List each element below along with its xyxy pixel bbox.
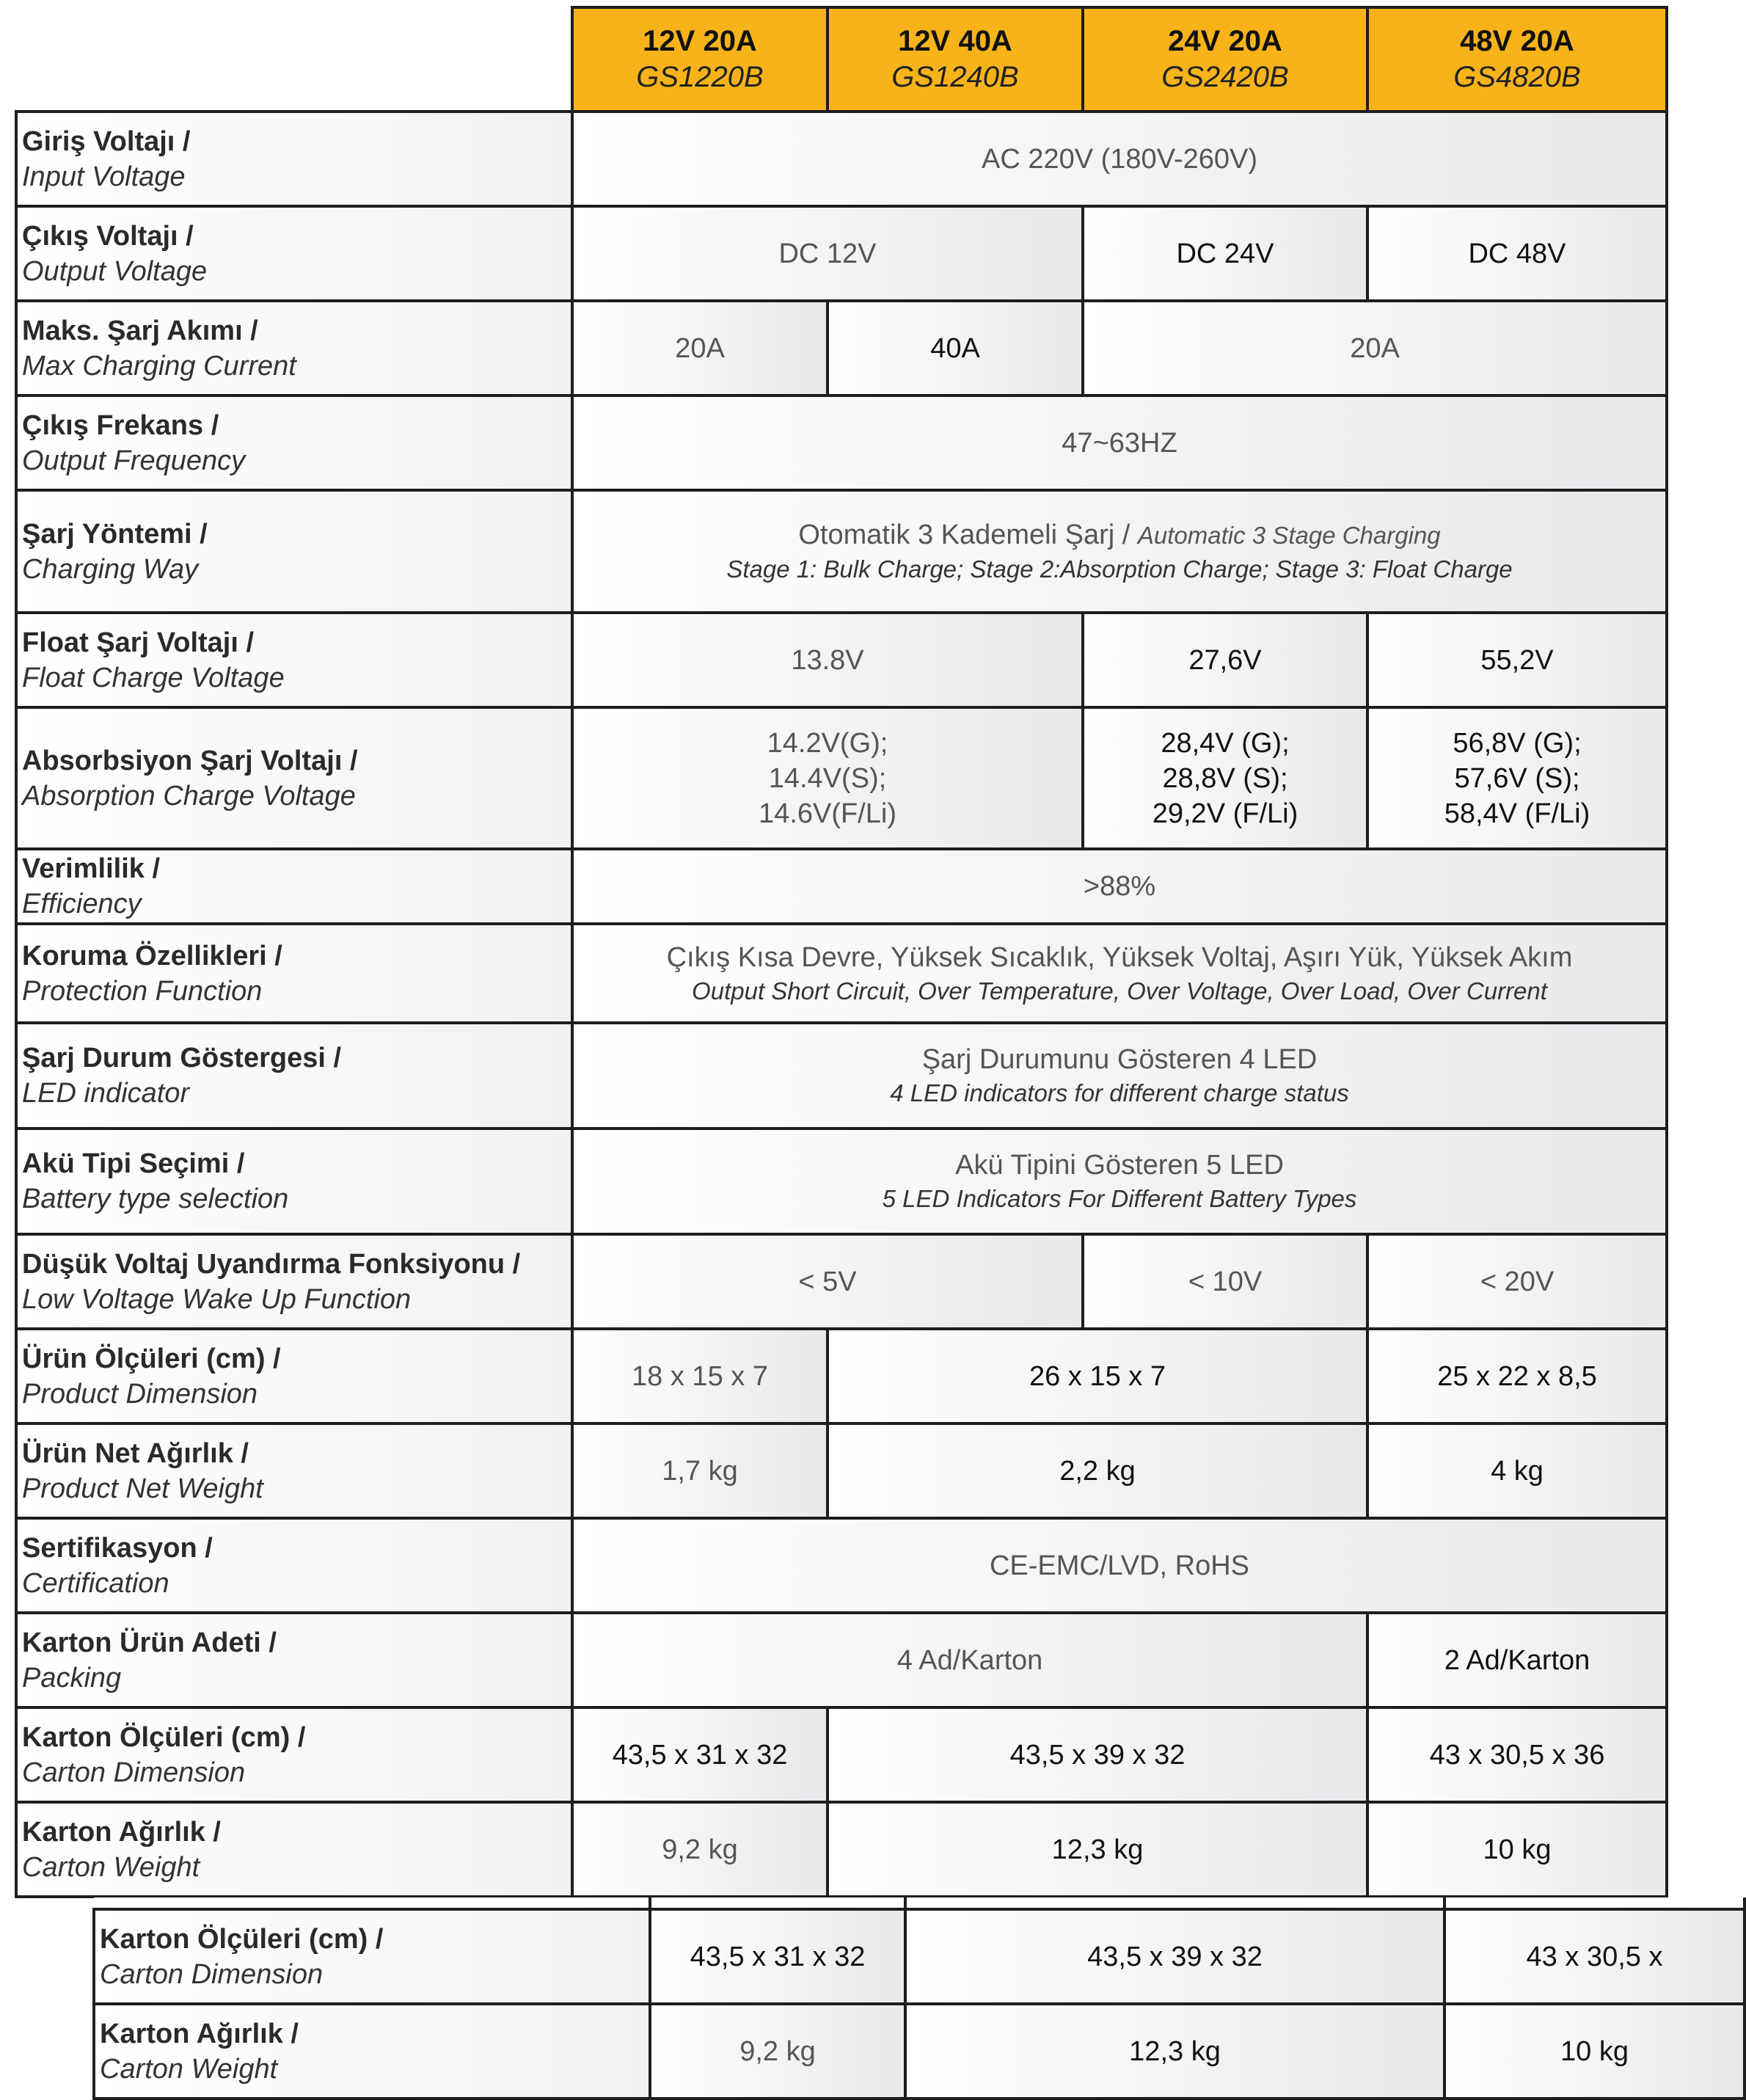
- charging-stages: Stage 1: Bulk Charge; Stage 2:Absorption Charge; Stage 3: Float Charge: [726, 555, 1513, 583]
- label-en: Output Frequency: [22, 445, 246, 476]
- value-line: 28,4V (G);: [1161, 727, 1290, 759]
- row-charging-way: [16, 490, 1667, 613]
- value-cell: [572, 1023, 1667, 1129]
- column-rating: 12V 40A: [898, 25, 1012, 57]
- value-cell: 47~63HZ: [572, 395, 1667, 490]
- label-en: Output Voltage: [22, 255, 208, 287]
- row-label: [16, 1613, 572, 1707]
- value-cell: 2,2 kg: [828, 1423, 1367, 1518]
- label-tr: Karton Ağırlık /: [22, 1816, 221, 1848]
- value-cell: < 5V: [572, 1234, 1083, 1329]
- row-carton-weight: [16, 1802, 1667, 1897]
- led-indicator-en: 4 LED indicators for different charge status: [890, 1079, 1349, 1106]
- label-en: Input Voltage: [22, 161, 186, 192]
- label-tr: Düşük Voltaj Uyandırma Fonksiyonu /: [22, 1248, 521, 1280]
- value-cell: [572, 490, 1667, 613]
- value-cell: 4 kg: [1367, 1423, 1667, 1518]
- label-tr: Akü Tipi Seçimi /: [22, 1148, 245, 1179]
- column-header-gs1240b: [828, 7, 1083, 112]
- value-cell: < 10V: [1083, 1234, 1367, 1329]
- label-tr: Float Şarj Voltajı /: [22, 627, 255, 658]
- row-label: [16, 849, 572, 924]
- row-input-voltage: [16, 112, 1667, 206]
- label-tr: Şarj Yöntemi /: [22, 518, 208, 550]
- protection-en: Output Short Circuit, Over Temperature, Over Voltage, Over Load, Over Current: [692, 977, 1547, 1005]
- label-tr: Karton Ağırlık /: [100, 2018, 299, 2049]
- value-cell: 1,7 kg: [572, 1423, 828, 1518]
- spec-table: [15, 6, 1668, 1898]
- row-led-indicator: [16, 1023, 1667, 1129]
- value-line: 58,4V (F/Li): [1444, 798, 1590, 829]
- value-line: 14.6V(F/Li): [759, 798, 896, 829]
- value-cell: [1367, 707, 1667, 849]
- label-en: Carton Weight: [100, 2053, 278, 2085]
- value-cell: [1083, 707, 1367, 849]
- column-header-gs4820b: [1367, 7, 1667, 112]
- label-tr: Karton Ölçüleri (cm) /: [22, 1721, 306, 1753]
- label-tr: Çıkış Voltajı /: [22, 220, 194, 252]
- value-cell: 18 x 15 x 7: [572, 1329, 828, 1423]
- row-certification: [16, 1518, 1667, 1613]
- row-label: [16, 1234, 572, 1329]
- label-en: LED indicator: [22, 1078, 190, 1109]
- label-en: Certification: [22, 1567, 169, 1599]
- led-indicator-tr: Şarj Durumunu Gösteren 4 LED: [921, 1044, 1318, 1075]
- overlay-top-strip: [94, 1897, 1745, 1909]
- battery-type-tr: Akü Tipini Gösteren 5 LED: [955, 1150, 1284, 1181]
- value-cell: AC 220V (180V-260V): [572, 112, 1667, 206]
- overlay-strip-cell: [94, 1897, 650, 1909]
- spec-sheet: [15, 6, 1668, 1898]
- value-cell: 12,3 kg: [828, 1802, 1367, 1897]
- label-tr: Şarj Durum Göstergesi /: [22, 1043, 342, 1073]
- column-model: GS1240B: [891, 61, 1019, 93]
- column-rating: 12V 20A: [643, 25, 757, 57]
- label-en: Product Net Weight: [22, 1473, 263, 1504]
- value-cell: 20A: [1083, 301, 1667, 395]
- row-label: [16, 395, 572, 490]
- value-cell: 55,2V: [1367, 613, 1667, 707]
- label-tr: Absorbsiyon Şarj Voltajı /: [22, 745, 358, 776]
- label-en: Product Dimension: [22, 1378, 258, 1410]
- overlay-strip-cell: [1444, 1897, 1745, 1909]
- value-cell: DC 24V: [1083, 206, 1367, 301]
- row-packing: [16, 1613, 1667, 1707]
- label-en: Low Voltage Wake Up Function: [22, 1283, 412, 1315]
- label-tr: Karton Ürün Adeti /: [22, 1627, 277, 1658]
- row-efficiency: [16, 849, 1667, 924]
- value-cell: 43,5 x 39 x 32: [905, 1909, 1444, 2004]
- row-absorption-charge-voltage: [16, 707, 1667, 849]
- row-product-dimension: [16, 1329, 1667, 1423]
- row-label: [16, 1518, 572, 1613]
- column-model: GS2420B: [1161, 61, 1289, 93]
- row-label: [16, 1707, 572, 1802]
- label-en: Absorption Charge Voltage: [22, 780, 356, 812]
- label-en: Carton Dimension: [100, 1958, 324, 1990]
- row-label: [16, 707, 572, 849]
- value-cell: 43 x 30,5 x 36: [1367, 1707, 1667, 1802]
- overlay-row-carton-dimension: [94, 1909, 1745, 2004]
- value-cell: [572, 1129, 1667, 1234]
- overlay-row-carton-weight: [94, 2004, 1745, 2099]
- value-cell: 26 x 15 x 7: [828, 1329, 1367, 1423]
- label-en: Float Charge Voltage: [22, 662, 285, 693]
- value-cell: 25 x 22 x 8,5: [1367, 1329, 1667, 1423]
- label-tr: Verimlilik /: [22, 853, 160, 884]
- value-cell: 12,3 kg: [905, 2004, 1444, 2099]
- value-cell: DC 12V: [572, 206, 1083, 301]
- value-cell: 20A: [572, 301, 828, 395]
- row-label: [94, 1909, 650, 2004]
- value-line: 29,2V (F/Li): [1152, 798, 1298, 829]
- row-carton-dimension: [16, 1707, 1667, 1802]
- value-cell: 43,5 x 39 x 32: [828, 1707, 1367, 1802]
- value-cell: CE-EMC/LVD, RoHS: [572, 1518, 1667, 1613]
- label-tr: Ürün Net Ağırlık /: [22, 1437, 249, 1469]
- value-cell: [572, 924, 1667, 1023]
- column-model: GS1220B: [636, 61, 764, 93]
- row-label: [16, 613, 572, 707]
- value-cell: 2 Ad/Karton: [1367, 1613, 1667, 1707]
- label-en: Efficiency: [22, 889, 142, 919]
- row-label: [16, 301, 572, 395]
- value-line: 14.4V(S);: [768, 762, 887, 794]
- value-cell: 13.8V: [572, 613, 1083, 707]
- column-model: GS4820B: [1453, 61, 1581, 93]
- label-en: Charging Way: [22, 553, 199, 585]
- value-cell: [572, 707, 1083, 849]
- row-output-frequency: [16, 395, 1667, 490]
- value-cell: DC 48V: [1367, 206, 1667, 301]
- row-label: [16, 1129, 572, 1234]
- label-tr: Maks. Şarj Akımı /: [22, 315, 258, 346]
- label-en: Packing: [22, 1662, 122, 1694]
- column-rating: 48V 20A: [1460, 25, 1574, 57]
- column-rating: 24V 20A: [1168, 25, 1282, 57]
- value-line: 28,8V (S);: [1162, 762, 1288, 794]
- charging-way-en: Automatic 3 Stage Charging: [1137, 522, 1441, 549]
- value-cell: < 20V: [1367, 1234, 1667, 1329]
- label-tr: Koruma Özellikleri /: [22, 940, 282, 971]
- value-line: 56,8V (G);: [1453, 727, 1582, 759]
- value-line: 57,6V (S);: [1454, 762, 1580, 794]
- row-max-charging-current: [16, 301, 1667, 395]
- value-cell: 10 kg: [1444, 2004, 1745, 2099]
- label-tr: Karton Ölçüleri (cm) /: [100, 1923, 384, 1955]
- charging-way-tr: Otomatik 3 Kademeli Şarj /: [798, 519, 1130, 550]
- row-product-net-weight: [16, 1423, 1667, 1518]
- value-cell: 4 Ad/Karton: [572, 1613, 1367, 1707]
- header-blank-cell: [16, 7, 572, 112]
- label-tr: Sertifikasyon /: [22, 1532, 213, 1564]
- row-label: [16, 1802, 572, 1897]
- label-en: Carton Dimension: [22, 1757, 246, 1788]
- value-cell: 10 kg: [1367, 1802, 1667, 1897]
- row-output-voltage: [16, 206, 1667, 301]
- value-cell: 27,6V: [1083, 613, 1367, 707]
- row-battery-type-selection: [16, 1129, 1667, 1234]
- battery-type-en: 5 LED Indicators For Different Battery Types: [882, 1185, 1357, 1212]
- row-label: [16, 490, 572, 613]
- row-label: [16, 1023, 572, 1129]
- column-header-gs2420b: [1083, 7, 1367, 112]
- row-label: [16, 924, 572, 1023]
- row-label: [16, 1423, 572, 1518]
- row-float-charge-voltage: [16, 613, 1667, 707]
- label-tr: Çıkış Frekans /: [22, 409, 219, 441]
- header-row: [16, 7, 1667, 112]
- row-label: [94, 2004, 650, 2099]
- row-protection-function: [16, 924, 1667, 1023]
- row-label: [16, 206, 572, 301]
- label-en: Carton Weight: [22, 1851, 200, 1883]
- value-cell: 9,2 kg: [650, 2004, 905, 2099]
- value-cell: 43,5 x 31 x 32: [572, 1707, 828, 1802]
- value-cell: 43 x 30,5 x: [1444, 1909, 1745, 2004]
- label-tr: Giriş Voltajı /: [22, 125, 191, 157]
- label-en: Protection Function: [22, 975, 263, 1007]
- row-label: [16, 112, 572, 206]
- value-cell: 43,5 x 31 x 32: [650, 1909, 905, 2004]
- overlay-fragment: [92, 1897, 1663, 2087]
- value-line: 14.2V(G);: [767, 727, 888, 759]
- row-label: [16, 1329, 572, 1423]
- overlay-strip-cell: [650, 1897, 905, 1909]
- overlay-table: [92, 1897, 1746, 2100]
- value-cell: 40A: [828, 301, 1083, 395]
- label-en: Max Charging Current: [22, 350, 296, 382]
- row-low-voltage-wake-up: [16, 1234, 1667, 1329]
- value-cell: >88%: [572, 849, 1667, 924]
- label-tr: Ürün Ölçüleri (cm) /: [22, 1343, 281, 1374]
- value-cell: 9,2 kg: [572, 1802, 828, 1897]
- charging-way-main: [574, 517, 1665, 553]
- column-header-gs1220b: [572, 7, 828, 112]
- overlay-strip-cell: [905, 1897, 1444, 1909]
- protection-tr: Çıkış Kısa Devre, Yüksek Sıcaklık, Yüksek Voltaj, Aşırı Yük, Yüksek Akım: [666, 941, 1573, 973]
- label-en: Battery type selection: [22, 1184, 289, 1214]
